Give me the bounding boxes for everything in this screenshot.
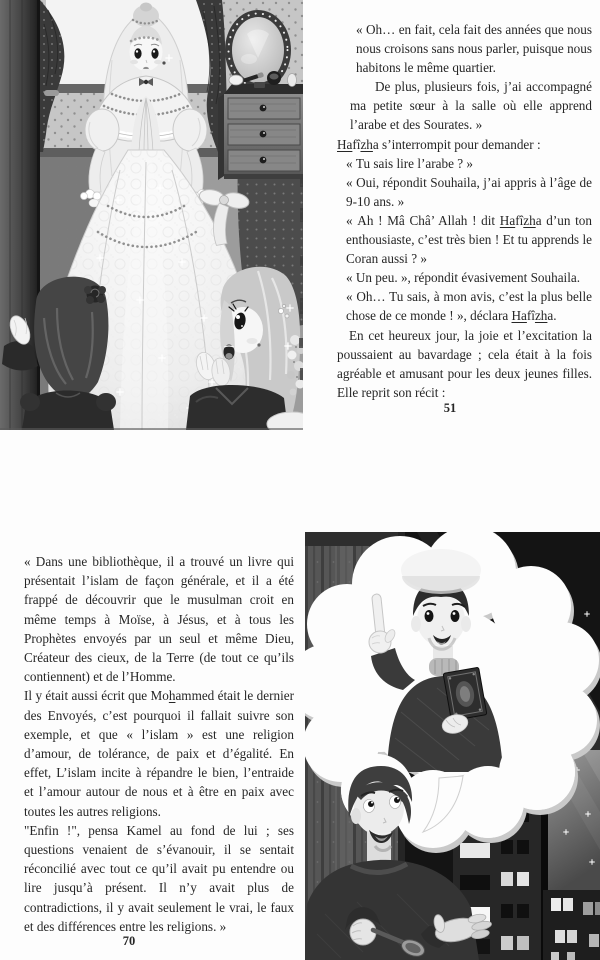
page-70-number: 70 xyxy=(122,934,136,948)
page-51-number: 51 xyxy=(443,401,457,415)
book-paragraph: "Enfin !", pensa Kamel au fond de lui ; ses questions venaient de s’évanouir, il se sentait réconcilié avec tout ce qu’il avait pu entendre ou lire jusqu’à présent. Il n’y avait plus de contradictions, il y avait seulement le vrai, le faux et des différences entre les religions. » xyxy=(24,822,294,934)
book-paragraph: « Un peu. », répondit évasivement Souhaila. xyxy=(346,270,581,286)
book-paragraph: « Tu sais lire l’arabe ? » xyxy=(346,155,473,171)
book-paragraph: Il y était aussi écrit que Mohammed était le dernier des Envoyés, c’est pourquoi il fallait suivre son exemple, et que « l’islam » est une religion d’amour, de tolérance, de paix et d’égalité. En effet, L’islam incite à répandre le bien, l’entraide et l’amour autour de nous et à être en paix avec toutes les autres religions. xyxy=(24,688,294,819)
transliteration-underline: Ha xyxy=(337,136,353,152)
transliteration-underline: h xyxy=(168,688,176,704)
book-paragraph: Hafîzha s’interrompit pour demander : xyxy=(337,136,541,152)
book-paragraph: En cet heureux jour, la joie et l’excitation la poussaient au bavardage ; cela était à la fois agréable et amusant pour les deux jeunes filles. Elle reprit son récit : xyxy=(337,327,592,400)
book-paragraph: « Dans une bibliothèque, il a trouvé un livre qui présentait l’islam de façon générale, et il a été frappé de découvrir que le musulman croit en même temps à Moïse, à Jésus, et à tous les Prophètes envoyés par un seul et même Dieu, Créateur des cieux, de la Terre (de tout ce qu’ils contiennent) et de l’Homme. xyxy=(24,554,294,685)
book-paragraph: De plus, plusieurs fois, j’ai accompagné ma petite sœur à la salle où elle apprend l’arabe et des Sourates. » xyxy=(350,79,592,133)
book-paragraph: « Oui, répondit Souhaila, j’ai appris à l’âge de 9-10 ans. » xyxy=(346,174,592,209)
transliteration-underline: Ha xyxy=(499,212,516,228)
kamel-thought-illustration xyxy=(305,532,600,960)
transliteration-underline: zh xyxy=(534,308,548,324)
transliteration-underline: zh xyxy=(523,212,536,228)
transliteration-underline: Ha xyxy=(511,308,527,324)
book-paragraph: « Oh… Tu sais, à mon avis, c’est la plus belle chose de ce monde ! », déclara Hafîzha. xyxy=(346,289,592,324)
transliteration-underline: zh xyxy=(360,136,373,152)
quran-book xyxy=(443,667,487,721)
book-paragraph: « Oh… en fait, cela fait des années que nous nous croisons sans nous parler, puisque nous habitons le même quartier. xyxy=(356,22,592,76)
book-paragraph: « Ah ! Mâ Châ’ Allah ! dit Hafîzha d’un ton enthousiaste, c’est très bien ! Et tu apprends le Coran aussi ? » xyxy=(346,212,592,267)
page-70-text-column xyxy=(24,552,294,936)
